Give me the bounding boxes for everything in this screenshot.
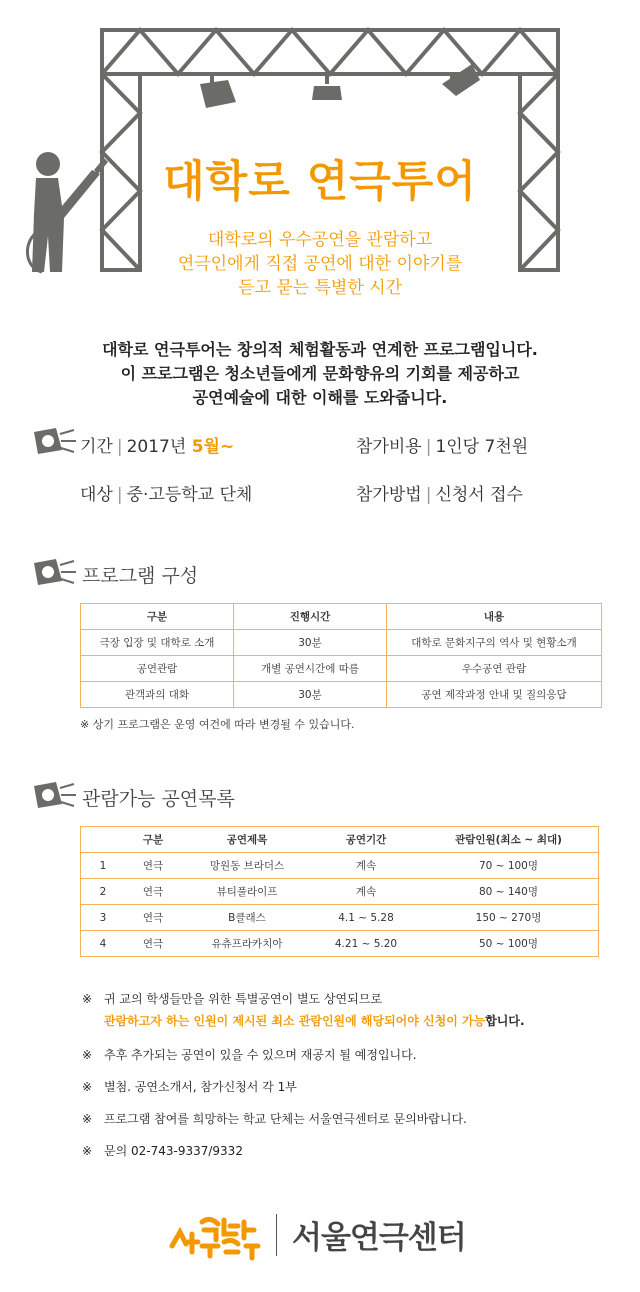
method-value: 신청서 접수 [435,485,523,505]
table-cell: 4 [99,937,107,950]
table-cell: 계속 [313,879,419,905]
note-mark: ※ [82,1048,93,1062]
table-cell: 연극 [125,905,181,931]
separator: | [425,485,432,505]
table-cell: 유츄프라카치아 [211,938,283,950]
target-label: 대상 [80,485,113,505]
period-highlight: 5월~ [191,437,235,457]
note-text: 프로그램 참여를 희망하는 학교 단체는 서울연극센터로 문의바랍니다. [104,1112,467,1126]
seoul-foundation-logo [168,1212,264,1262]
note-item [82,1110,467,1127]
note-text: 문의 02-743-9337/9332 [104,1144,243,1158]
note-mark: ※ [82,1144,93,1158]
note-text: 합니다. [485,1014,525,1028]
table-cell: 연극 [125,853,181,879]
note-text: 별첨. 공연소개서, 참가신청서 각 1부 [104,1080,297,1094]
table-header-row [81,827,599,853]
subtitle-line: 대학로의 우수공연을 관람하고 [207,230,433,250]
shows-section-title: 관람가능 공연목록 [82,788,235,810]
table-cell: 관객과의 대화 [81,682,234,708]
note-text: 추후 추가되는 공연이 있을 수 있으며 재공지 될 예정입니다. [104,1048,417,1062]
table-cell: 30분 [234,630,387,656]
table-header-cell: 진행시간 [234,604,387,630]
table-cell: 망원동 브라더스 [181,853,313,879]
note-item [82,990,382,1007]
table-header-cell: 구분 [125,827,181,853]
table-cell: 공연관람 [81,656,234,682]
table-row [81,905,599,931]
note-item [82,1142,243,1159]
table-cell: 30분 [234,682,387,708]
target-info [80,480,252,505]
table-cell: 3 [81,905,126,931]
table-cell: 4.1 ~ 5.28 [313,905,419,931]
program-note: ※ 상기 프로그램은 운영 여건에 따라 변경될 수 있습니다. [80,718,355,731]
logo-divider [276,1214,277,1256]
table-row [81,630,602,656]
table-header-cell: 공연기간 [313,827,419,853]
spotlight-icon [30,426,76,456]
subtitle [0,228,640,300]
intro-line: 이 프로그램은 청소년들에게 문화향유의 기회를 제공하고 [120,364,520,383]
table-cell: 계속 [313,853,419,879]
table-row [81,931,599,957]
fee-value: 1인당 7천원 [435,437,529,457]
page-title: 대학로 연극투어 [163,157,477,207]
method-info [356,480,523,505]
shows-table [80,826,599,957]
separator: | [116,437,123,457]
table-cell: 공연 제작과정 안내 및 질의응답 [387,682,602,708]
note-item [82,1046,417,1063]
fee-info [356,432,528,457]
table-cell: 뷰티풀라이프 [181,879,313,905]
note-item [82,1078,297,1095]
table-cell: 150 ~ 270명 [419,905,599,931]
table-row [81,656,602,682]
note-item-continued [104,1012,525,1029]
table-cell: 대학로 문화지구의 역사 및 현황소개 [387,630,602,656]
note-highlight: 관람하고자 하는 인원이 제시된 최소 관람인원에 해당되어야 신청이 가능 [104,1014,486,1028]
intro-line: 대학로 연극투어는 창의적 체험활동과 연계한 프로그램입니다. [102,340,538,359]
table-header-cell: 공연제목 [181,827,313,853]
program-section-title: 프로그램 구성 [82,565,199,587]
table-header-cell: 구분 [81,604,234,630]
period-label: 기간 [80,437,113,457]
theater-center-logo-text: 서울연극센터 [292,1220,466,1256]
table-cell: 연극 [125,879,181,905]
table-cell: 연극 [142,938,164,950]
subtitle-line: 듣고 묻는 특별한 시간 [237,278,402,298]
table-header-cell: 내용 [387,604,602,630]
period-info [80,432,234,457]
table-header-cell [81,827,126,853]
program-table [80,603,602,708]
fee-label: 참가비용 [356,437,422,457]
table-cell: 70 ~ 100명 [419,853,599,879]
table-cell: 개별 공연시간에 따름 [234,656,387,682]
separator: | [116,485,123,505]
spotlight-icon [30,557,76,587]
table-cell: 2 [81,879,126,905]
table-cell: 1 [81,853,126,879]
table-cell: B클래스 [181,905,313,931]
spotlight-icon [30,780,76,810]
table-header-row [81,604,602,630]
target-value: 중·고등학교 단체 [126,485,253,505]
period-value: 2017년 [126,437,187,457]
table-cell: 80 ~ 140명 [419,879,599,905]
intro-line: 공연예술에 대한 이해를 도와줍니다. [192,388,448,407]
note-mark: ※ [82,1080,93,1094]
table-header-cell: 관람인원(최소 ~ 최대) [419,827,599,853]
table-cell: 4.21 ~ 5.20 [334,937,398,950]
table-row [81,853,599,879]
separator: | [425,437,432,457]
intro-text [0,338,640,410]
table-row [81,682,602,708]
table-row [81,879,599,905]
table-cell: 50 ~ 100명 [478,938,539,950]
note-mark: ※ [82,992,93,1006]
subtitle-line: 연극인에게 직접 공연에 대한 이야기를 [177,254,463,274]
note-mark: ※ [82,1112,93,1126]
method-label: 참가방법 [356,485,422,505]
note-text: 귀 교의 학생들만을 위한 특별공연이 별도 상연되므로 [104,992,382,1006]
table-cell: 극장 입장 및 대학로 소개 [81,630,234,656]
table-cell: 우수공연 관람 [387,656,602,682]
